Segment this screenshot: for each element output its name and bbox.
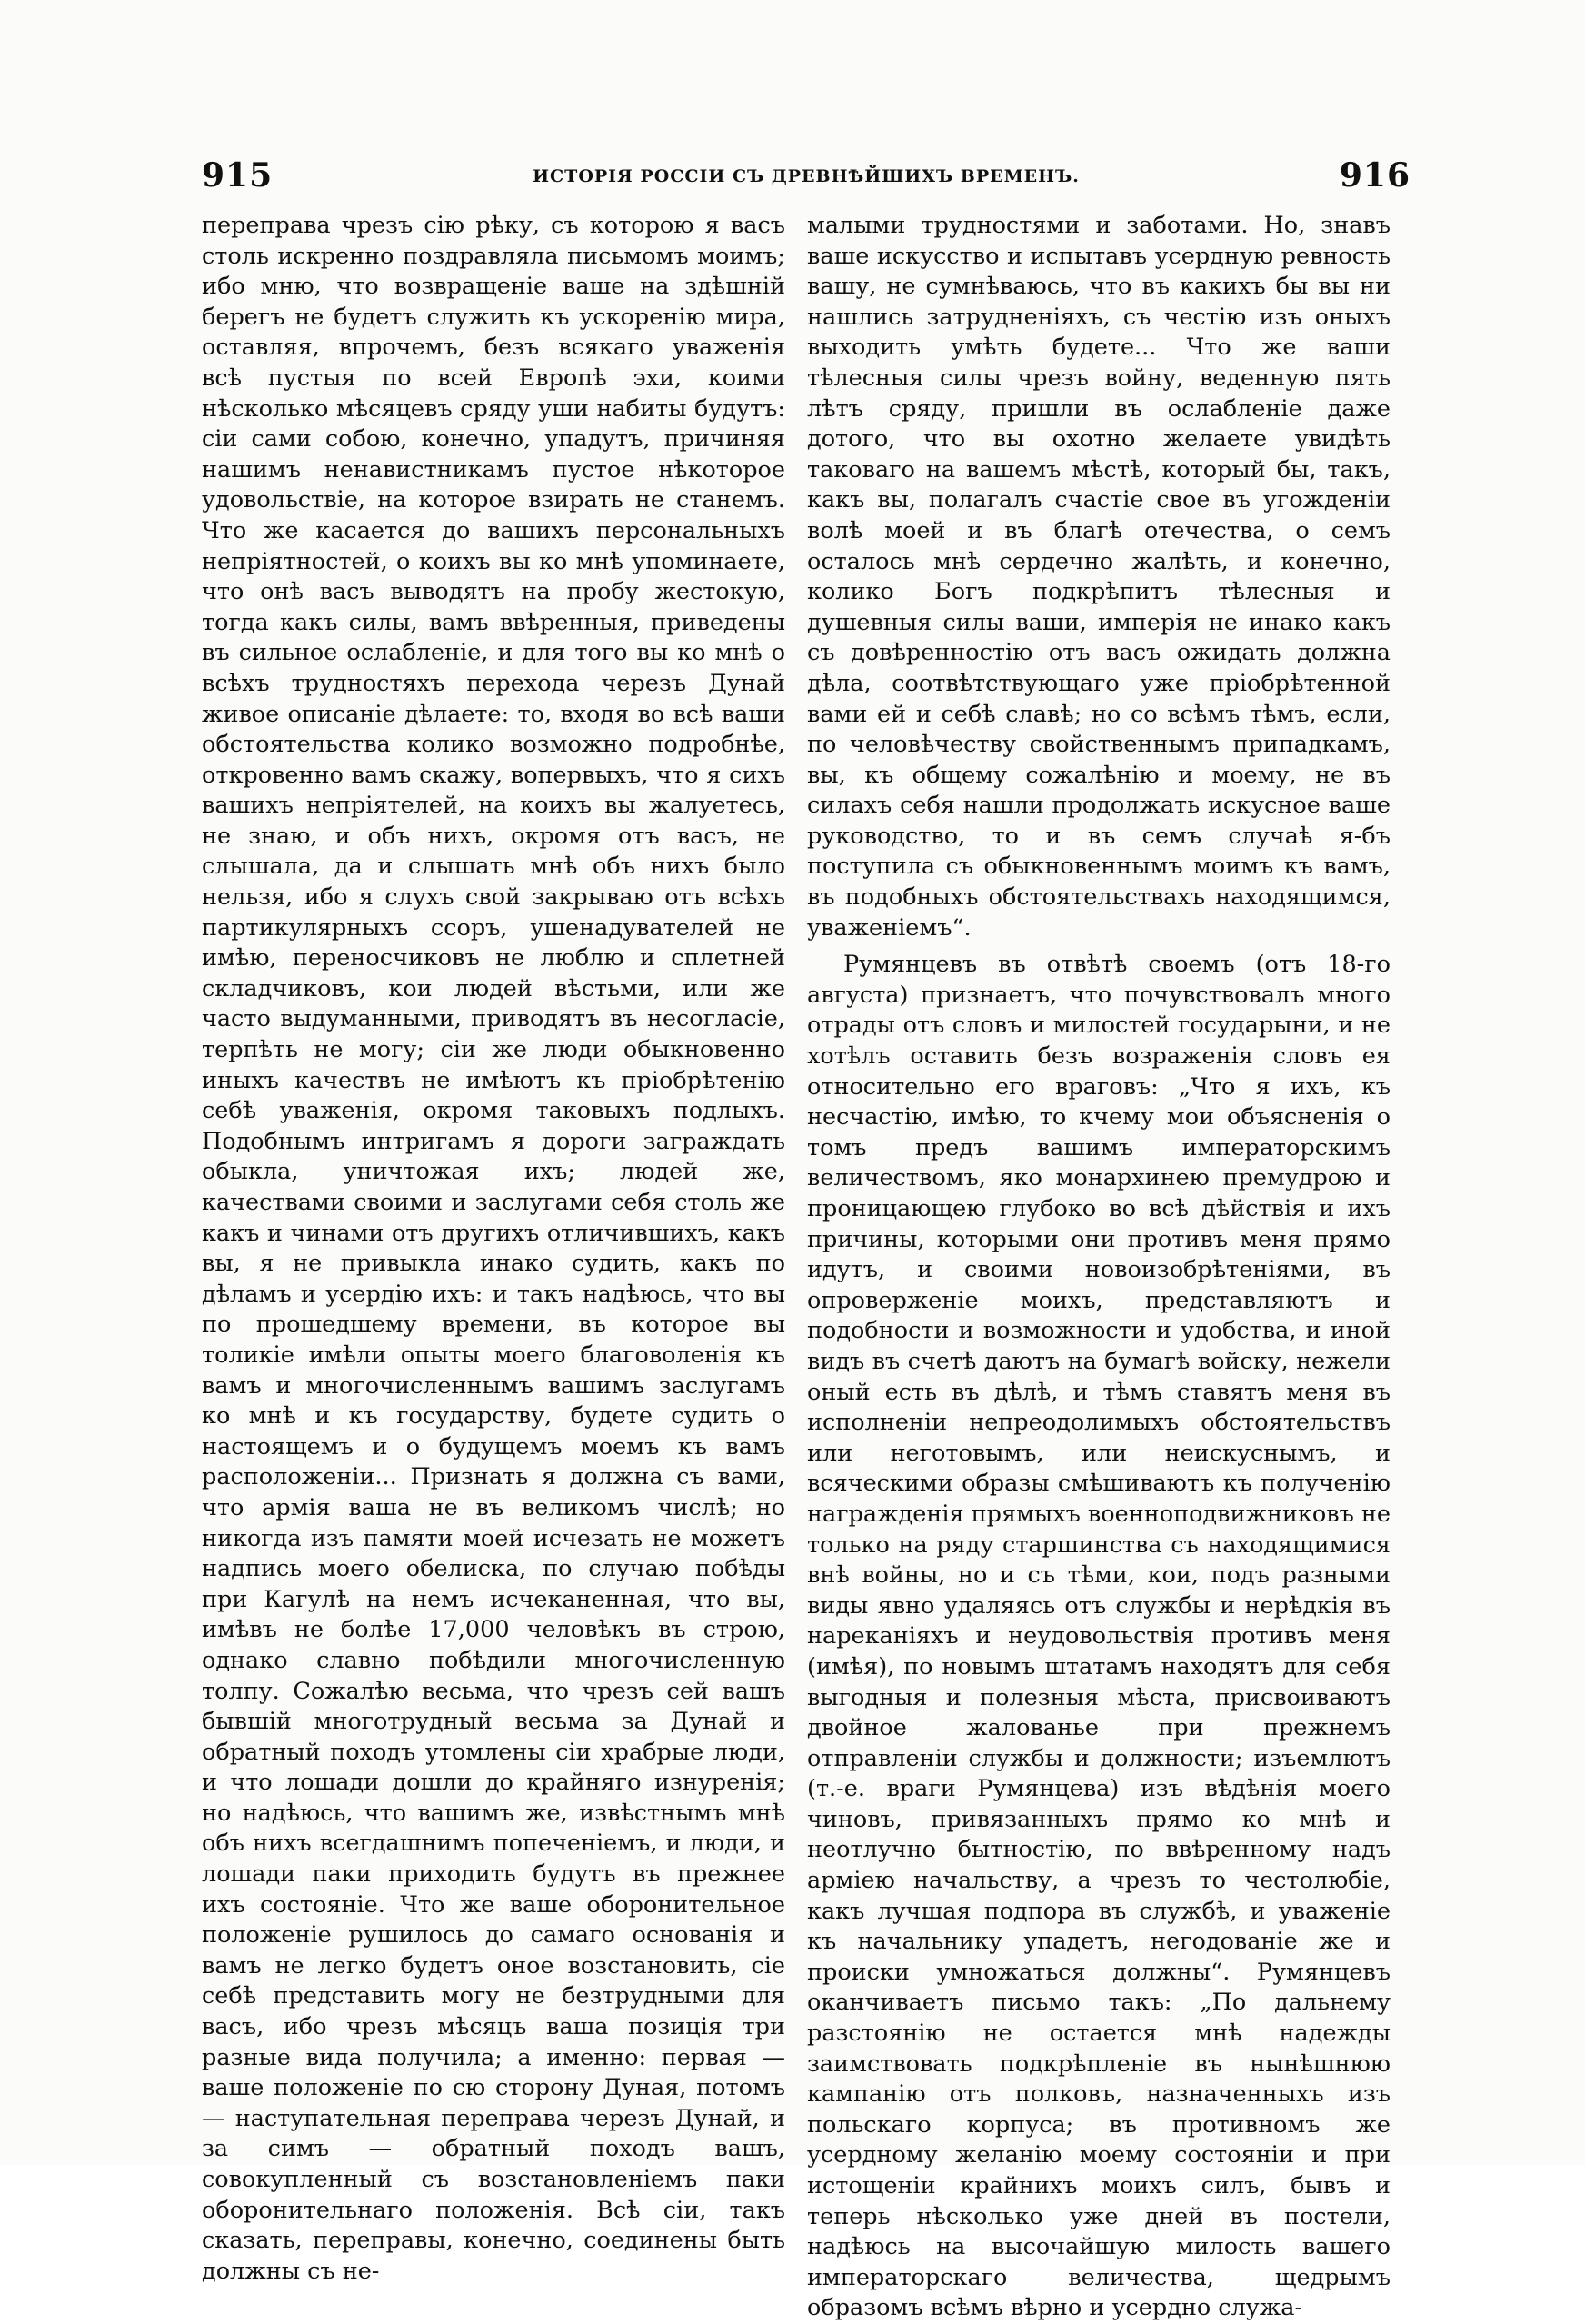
right-text-column bbox=[807, 211, 1391, 2324]
left-text-column bbox=[202, 211, 785, 2287]
left-paragraph-1: переправа чрезъ сію рѣку, съ которою я васъ столь искренно поздравляла письмомъ моимъ; ибо мню, что возвращеніе ваше на здѣшній берегъ не будетъ служить къ ускоренію мира, оставляя, впрочемъ, безъ всякаго уваженія всѣ пустыя по всей Европѣ эхи, коими нѣсколько мѣсяцевъ сряду уши набиты будутъ: сіи сами собою, конечно, упадутъ, причиняя нашимъ ненавистникамъ пустое нѣкоторое удовольствіе, на которое взирать не станемъ. Что же касается до вашихъ персональныхъ непріятностей, о коихъ вы ко мнѣ упоминаете, что онѣ васъ выводятъ на пробу жестокую, тогда какъ силы, вамъ ввѣренныя, приведены въ сильное ослабленіе, и для того вы ко мнѣ о всѣхъ трудностяхъ перехода черезъ Дунай живое описаніе дѣлаете: то, входя во всѣ ваши обстоятельства колико возможно подробнѣе, откровенно вамъ скажу, вопервыхъ, что я сихъ вашихъ непріятелей, на коихъ вы жалуетесь, не знаю, и объ нихъ, окромя отъ васъ, не слышала, да и слышать мнѣ объ нихъ было нельзя, ибо я слухъ свой закрываю отъ всѣхъ партикулярныхъ ссоръ, ушенадувателей не имѣю, переносчиковъ не люблю и сплетней складчиковъ, кои людей вѣстьми, или же часто выдуманными, приводятъ въ несогласіе, терпѣть не могу; сіи же люди обыкновенно иныхъ качествъ не имѣютъ къ пріобрѣтенію себѣ уваженія, окромя таковыхъ подлыхъ. Подобнымъ интригамъ я дороги заграждать обыкла, уничтожая ихъ; людей же, качествами своими и заслугами себя столь же какъ и чинами отъ другихъ отличившихъ, какъ вы, я не привыкла инако судить, какъ по дѣламъ и усердію ихъ: и такъ надѣюсь, что вы по прошедшему времени, въ которое вы толикіе имѣли опыты моего благоволенія къ вамъ и многочисленнымъ вашимъ заслугамъ ко мнѣ и къ государству, будете судить о настоящемъ и о будущемъ моемъ къ вамъ расположеніи... Признать я должна съ вами, что армія ваша не въ великомъ числѣ; но никогда изъ памяти моей исчезать не можетъ надпись моего обелиска, по случаю побѣды при Кагулѣ на немъ исчеканенная, что вы, имѣвъ не болѣе 17,000 человѣкъ въ строю, однако славно побѣдили многочисленную толпу. Сожалѣю весьма, что чрезъ сей вашъ бывшій многотрудный весьма за Дунай и обратный походъ утомлены сіи храбрые люди, и что лошади дошли до крайняго изнуренія; но надѣюсь, что вашимъ же, извѣстнымъ мнѣ объ нихъ всегдашнимъ попеченіемъ, и люди, и лошади паки приходить будутъ въ прежнее ихъ состояніе. Что же ваше оборонительное положеніе рушилось до самаго основанія и вамъ не легко будетъ оное возстановить, сіе себѣ представить могу не безтрудными для васъ, ибо чрезъ мѣсяцъ ваша позиція три разные вида получила; а именно: первая — ваше положеніе по сю сторону Дуная, потомъ — наступательная переправа черезъ Дунай, и за симъ — обратный походъ вашъ, совокупленный съ возстановленіемъ паки оборонительнаго положенія. Всѣ сіи, такъ сказать, переправы, конечно, соединены быть должны съ не- bbox=[202, 212, 785, 2285]
page-header bbox=[202, 156, 1411, 198]
right-paragraph-2: Румянцевъ въ отвѣтѣ своемъ (отъ 18-го августа) признаетъ, что почувствовалъ много отрады отъ словъ и милостей государыни, и не хотѣлъ оставить безъ возраженія словъ ея относительно его враговъ: „Что я ихъ, къ несчастію, имѣю, то кчему мои объясненія о томъ предъ вашимъ императорскимъ величествомъ, яко монархинею премудрою и проницающею глубоко во всѣ дѣйствія и ихъ причины, которыми они противъ меня прямо идутъ, и своими новоизобрѣтеніями, въ опроверженіе моихъ, представляютъ и подобности и возможности и удобства, и иной видъ въ счетѣ даютъ на бумагѣ войску, нежели оный есть въ дѣлѣ, и тѣмъ ставятъ меня въ исполненіи непреодолимыхъ обстоятельствъ или неготовымъ, или неискуснымъ, и всяческими образы смѣшиваютъ къ полученію награжденія прямыхъ военноподвижниковъ не только на ряду старшинства съ находящимися внѣ войны, но и съ тѣми, кои, подъ разными виды явно удаляясь отъ службы и нерѣдкія въ нареканіяхъ и неудовольствія противъ меня (имѣя), по новымъ штатамъ находятъ для себя выгодныя и полезныя мѣста, присвоиваютъ двойное жалованье при прежнемъ отправленіи службы и должности; изъемлютъ (т.-е. враги Румянцева) изъ вѣдѣнія моего чиновъ, привязанныхъ прямо ко мнѣ и неотлучно бытностію, по ввѣренному надъ арміею начальству, а чрезъ то честолюбіе, какъ лучшая подпора въ службѣ, и уваженіе къ начальнику упадетъ, негодованіе же и происки умножаться должны“. Румянцевъ оканчиваетъ письмо такъ: „По дальнему разстоянію не остается мнѣ надежды заимствовать подкрѣпленіе въ нынѣшнюю кампанію отъ полковъ, назначенныхъ изъ польскаго корпуса; въ противномъ же усердному желанію моему состояніи и при истощеніи крайнихъ моихъ силъ, бывъ и теперь нѣсколько уже дней въ постели, надѣюсь на высочайшую милость вашего императорскаго величества, щедрымъ образомъ всѣмъ вѣрно и усердно служа- bbox=[807, 951, 1391, 2322]
right-paragraph-1: малыми трудностями и заботами. Но, знавъ ваше искусство и испытавъ усердную ревность вашу, не сумнѣваюсь, что въ какихъ бы вы ни нашлись затрудненіяхъ, съ честію изъ оныхъ выходить умѣть будете... Что же ваши тѣлесныя силы чрезъ войну, веденную пять лѣтъ сряду, пришли въ ослабленіе даже дотого, что вы охотно желаете увидѣть таковаго на вашемъ мѣстѣ, который бы, такъ, какъ вы, полагалъ счастіе свое въ угожденіи волѣ моей и въ благѣ отечества, о семъ осталось мнѣ сердечно жалѣть, и конечно, колико Богъ подкрѣпитъ тѣлесныя и душевныя силы ваши, имперія не инако какъ съ довѣренностію отъ васъ ожидать должна дѣла, соотвѣтствующаго уже пріобрѣтенной вами ей и себѣ славѣ; но со всѣмъ тѣмъ, если, по человѣчеству свойственнымъ припадкамъ, вы, къ общему сожалѣнію и моему, не въ силахъ себя нашли продолжать искусное ваше руководство, то и въ семъ случаѣ я-бъ поступила съ обыкновеннымъ моимъ къ вамъ, въ подобныхъ обстоятельствахъ находящимся, уваженіемъ“. bbox=[807, 212, 1391, 942]
left-page-number: 915 bbox=[202, 156, 274, 194]
running-title: ИСТОРІЯ РОССІИ СЪ ДРЕВНѢЙШИХЪ ВРЕМЕНЪ. bbox=[533, 166, 1080, 186]
right-page-number: 916 bbox=[1339, 156, 1411, 194]
